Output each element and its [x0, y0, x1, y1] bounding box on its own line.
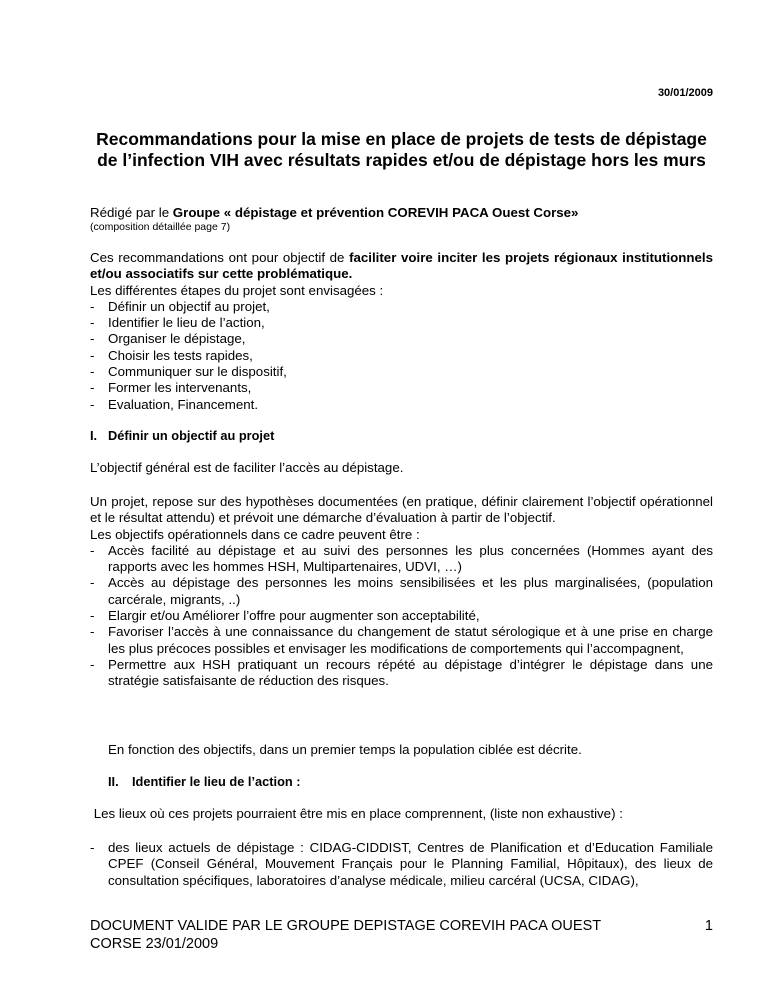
section1-body	[90, 494, 713, 690]
objectives-list	[90, 543, 713, 690]
list-item: - Choisir les tests rapides,	[90, 348, 713, 364]
author-note: (composition détaillée page 7)	[90, 221, 231, 234]
intro-text: Ces recommandations ont pour objectif de	[90, 250, 350, 265]
list-item: - Elargir et/ou Améliorer l’offre pour augmenter son acceptabilité,	[90, 608, 713, 624]
author-prefix: Rédigé par le	[90, 205, 173, 220]
document-date: 30/01/2009	[657, 87, 713, 99]
section2-paragraph-1: Les lieux où ces projets pourraient être mis en place comprennent, (liste non exhaustive) :	[90, 806, 623, 821]
section1-number: I.	[90, 428, 98, 443]
list-item: - Evaluation, Financement.	[90, 397, 713, 413]
section1-paragraph-4: En fonction des objectifs, dans un premier temps la population ciblée est décrite.	[108, 742, 582, 757]
footer-text: DOCUMENT VALIDE PAR LE GROUPE DEPISTAGE COREVIH PACA OUEST CORSE 23/01/2009	[90, 918, 601, 952]
section2-number: II.	[108, 774, 119, 789]
list-item: - Organiser le dépistage,	[90, 331, 713, 347]
section1-paragraph-3: Les objectifs opérationnels dans ce cadre peuvent être :	[90, 526, 420, 542]
author-line	[90, 205, 713, 221]
list-item: - Identifier le lieu de l’action,	[90, 315, 713, 331]
list-item: - Accès facilité au dépistage et au suivi des personnes les plus concernées (Hommes ayant des rapports avec les hommes HSH, Multipartenaires, UDVI, …)	[90, 543, 713, 576]
list-item: - des lieux actuels de dépistage : CIDAG-CIDDIST, Centres de Planification et d’Education Familiale CPEF (Conseil Général, Mouvement Français pour le Planning Familial, Hôpitaux), des lieux de consultation spécifiques, laboratoires d’analyse médicale, milieu carcéral (UCSA, CIDAG),	[90, 840, 713, 889]
list-item: - Favoriser l’accès à une connaissance du changement de statut sérologique et à une prise en charge les plus précoces possibles et envisager les modifications de comportements qui l’accompagnent,	[90, 624, 713, 657]
list-item: - Définir un objectif au projet,	[90, 299, 713, 315]
list-item: - Accès au dépistage des personnes les moins sensibilisées et les plus marginalisées, (population carcérale, migrants, ..)	[90, 575, 713, 608]
page-number: 1	[704, 918, 713, 934]
document-title: Recommandations pour la mise en place de projets de tests de dépistage de l’infection VIH avec résultats rapides et/ou de dépistage hors les murs	[96, 129, 707, 170]
section2-body	[90, 840, 713, 889]
section1-paragraph-1: L’objectif général est de faciliter l’accès au dépistage.	[90, 460, 404, 475]
section1-title: Définir un objectif au projet	[108, 428, 275, 443]
steps-list	[90, 299, 713, 413]
section2-heading	[90, 774, 713, 790]
list-item: - Former les intervenants,	[90, 380, 713, 396]
page-footer	[90, 917, 713, 953]
section1-paragraph-2: Un projet, repose sur des hypothèses documentées (en pratique, définir clairement l’objectif opérationnel et le résultat attendu) et prévoit une démarche d’évaluation à partir de l’objectif.	[90, 494, 713, 526]
author-block	[90, 205, 713, 234]
section2-title: Identifier le lieu de l’action :	[132, 774, 301, 789]
intro-paragraph	[90, 250, 713, 283]
intro-section	[90, 250, 713, 413]
list-item: - Communiquer sur le dispositif,	[90, 364, 713, 380]
list-item: - Permettre aux HSH pratiquant un recours répété au dépistage d’intégrer le dépistage dans une stratégie satisfaisante de réduction des risques.	[90, 657, 713, 690]
places-list	[90, 840, 713, 889]
author-group: Groupe « dépistage et prévention COREVIH PACA Ouest Corse»	[172, 205, 579, 220]
section1-heading	[90, 428, 713, 444]
steps-intro: Les différentes étapes du projet sont envisagées :	[90, 282, 384, 298]
intro-bold-text: faciliter voire inciter les projets régionaux institutionnels et/ou associatifs sur cette problématique.	[90, 250, 713, 282]
